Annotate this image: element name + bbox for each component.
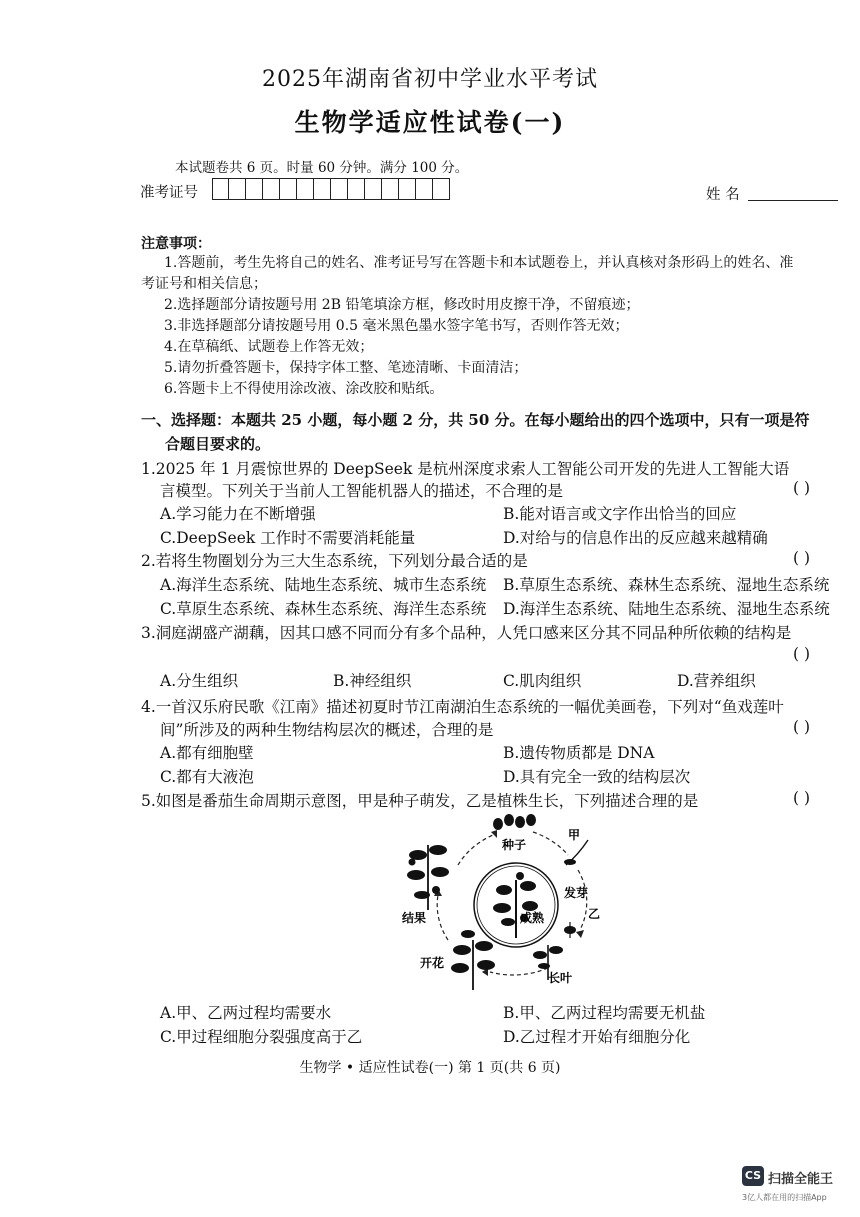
q5-option-a: A.甲、乙两过程均需要水	[160, 1004, 332, 1022]
notice-item: 2.选择题部分请按题号用 2B 铅笔填涂方框，修改时用皮擦干净，不留痕迹；	[164, 297, 640, 313]
camscanner-name: 扫描全能王	[768, 1172, 834, 1187]
label-fruit: 结果	[402, 911, 427, 925]
notice-item: 1.答题前，考生先将自己的姓名、准考证号写在答题卡和本试题卷上，并认真核对条形码上的姓名、准	[164, 255, 794, 271]
exam-number-label: 准考证号	[140, 185, 198, 201]
paper-subtitle: 生物学适应性试卷(一)	[294, 108, 566, 137]
exam-number-boxes	[212, 178, 450, 200]
q4-option-d: D.具有完全一致的结构层次	[503, 768, 691, 786]
section-heading-cont: 合题目要求的。	[165, 435, 271, 453]
label-leaf: 长叶	[548, 971, 573, 985]
camscanner-logo-icon: CS	[742, 1166, 764, 1186]
q1-option-b: B.能对语言或文字作出恰当的回应	[503, 505, 737, 523]
answer-bracket: ( )	[793, 645, 811, 663]
label-sprout: 发芽	[564, 886, 589, 900]
digit-box	[365, 178, 382, 200]
q5-option-d: D.乙过程才开始有细胞分化	[503, 1028, 691, 1046]
digit-box	[348, 178, 365, 200]
digit-box	[382, 178, 399, 200]
page-footer: 生物学 • 适应性试卷(一) 第 1 页(共 6 页)	[299, 1060, 561, 1076]
digit-box	[246, 178, 263, 200]
q2-option-b: B.草原生态系统、森林生态系统、湿地生态系统	[503, 576, 830, 594]
digit-box	[416, 178, 433, 200]
notice-title: 注意事项：	[141, 236, 211, 252]
notice-item: 3.非选择题部分请按题号用 0.5 毫米黑色墨水签字笔书写，否则作答无效；	[164, 318, 629, 334]
digit-box	[331, 178, 348, 200]
q1-option-d: D.对给与的信息作出的反应越来越精确	[503, 529, 768, 547]
question-4-cont: 间”所涉及的两种生物结构层次的概述，合理的是	[160, 721, 494, 739]
q3-option-c: C.肌肉组织	[503, 672, 582, 690]
label-flower: 开花	[420, 956, 445, 970]
q2-option-d: D.海洋生态系统、陆地生态系统、湿地生态系统	[503, 600, 830, 618]
answer-bracket: ( )	[793, 549, 811, 567]
label-jia: 甲	[568, 828, 581, 842]
q3-option-d: D.营养组织	[677, 672, 756, 690]
q2-option-c: C.草原生态系统、森林生态系统、海洋生态系统	[160, 600, 487, 618]
exam-title: 2025年湖南省初中学业水平考试	[262, 67, 598, 92]
q1-option-a: A.学习能力在不断增强	[160, 505, 316, 523]
digit-box	[229, 178, 246, 200]
tomato-life-cycle-diagram	[398, 810, 630, 1000]
exam-info: 本试题卷共 6 页。时量 60 分钟。满分 100 分。	[175, 160, 469, 176]
label-mature: 成熟	[520, 911, 545, 925]
question-5: 5.如图是番茄生命周期示意图，甲是种子萌发，乙是植株生长，下列描述合理的是	[141, 792, 699, 810]
name-underline	[748, 200, 838, 201]
digit-box	[263, 178, 280, 200]
digit-box	[297, 178, 314, 200]
notice-item: 5.请勿折叠答题卡，保持字体工整、笔迹清晰、卡面清洁；	[164, 360, 528, 376]
q4-option-c: C.都有大液泡	[160, 768, 254, 786]
q5-option-b: B.甲、乙两过程均需要无机盐	[503, 1004, 706, 1022]
digit-box	[212, 178, 229, 200]
section-heading: 一、选择题：本题共 25 小题，每小题 2 分，共 50 分。在每小题给出的四个选项中，只有一项是符	[141, 411, 810, 429]
question-1-cont: 言模型。下列关于当前人工智能机器人的描述，不合理的是	[160, 482, 564, 500]
answer-bracket: ( )	[793, 479, 811, 497]
digit-box	[433, 178, 450, 200]
question-2: 2.若将生物圈划分为三大生态系统，下列划分最合适的是	[141, 552, 528, 570]
camscanner-tagline: 3亿人都在用的扫描App	[742, 1193, 827, 1202]
label-yi: 乙	[588, 907, 601, 921]
q1-option-c: C.DeepSeek 工作时不需要消耗能量	[160, 529, 416, 547]
notice-item: 6.答题卡上不得使用涂改液、涂改胶和贴纸。	[164, 381, 444, 397]
q3-option-b: B.神经组织	[333, 672, 412, 690]
digit-box	[280, 178, 297, 200]
question-4: 4.一首汉乐府民歌《江南》描述初夏时节江南湖泊生态系统的一幅优美画卷，下列对“鱼戏莲叶	[141, 698, 784, 716]
question-3: 3.洞庭湖盛产湖藕，因其口感不同而分有多个品种，人凭口感来区分其不同品种所依赖的结构是	[141, 624, 792, 642]
answer-bracket: ( )	[793, 789, 811, 807]
label-seed: 种子	[502, 838, 527, 852]
digit-box	[399, 178, 416, 200]
q5-option-c: C.甲过程细胞分裂强度高于乙	[160, 1028, 363, 1046]
q4-option-a: A.都有细胞壁	[160, 744, 254, 762]
notice-item: 考证号和相关信息；	[141, 276, 267, 292]
q4-option-b: B.遗传物质都是 DNA	[503, 744, 655, 762]
name-label: 姓 名	[706, 187, 740, 203]
q3-option-a: A.分生组织	[160, 672, 239, 690]
digit-box	[314, 178, 331, 200]
answer-bracket: ( )	[793, 718, 811, 736]
q2-option-a: A.海洋生态系统、陆地生态系统、城市生态系统	[160, 576, 487, 594]
question-1: 1.2025 年 1 月震惊世界的 DeepSeek 是杭州深度求索人工智能公司开发的先进人工智能大语	[141, 460, 790, 478]
notice-item: 4.在草稿纸、试题卷上作答无效；	[164, 339, 374, 355]
